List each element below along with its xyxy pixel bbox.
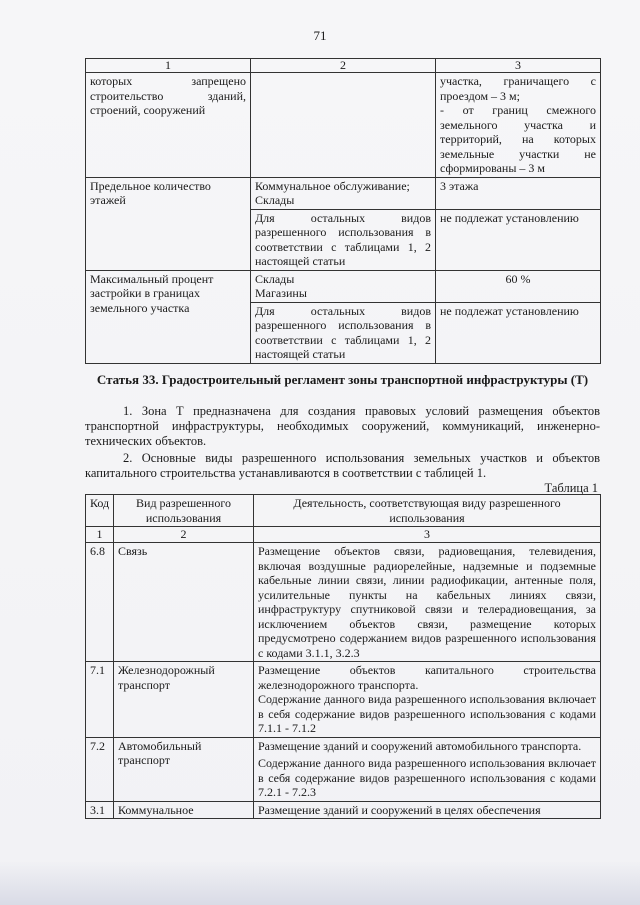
table-cell: Железнодорожный транспорт [114,662,254,738]
land-use-table [85,494,601,819]
table-caption: Таблица 1 [544,481,598,495]
table-cell [251,73,436,178]
table-cell: 60 % [436,270,601,302]
table-cell: 2 [114,527,254,543]
cell-line: Содержание данного вида разрешенного использования включает в себя содержание видов разрешенного использования с кодами 7.1.1 - 7.1.2 [258,692,596,735]
table-cell: 3.1 [86,801,114,819]
table-cell: Предельное количество этажей [86,177,251,270]
table-header-cell: Деятельность, соответствующая виду разрешенного использования [254,495,601,527]
table-cell: Связь [114,543,254,662]
table-row [86,801,601,819]
table-cell: Размещение объектов связи, радиовещания, телевидения, включая воздушные радиорелейные, надземные и подземные кабельные линии связи, линии радиофикации, антенные поля, усилительные пункты на кабельных линиях связи, инфраструктуру спутниковой связи и телерадиовещания, за исключением объектов связи, размещение которых предусмотрено содержанием видов разрешенного использования с кодами 3.1.1, 3.2.3 [254,543,601,662]
table-header-cell: 2 [251,59,436,73]
table-row [86,177,601,209]
cell-line: Размещение зданий и сооружений автомобильного транспорта. [258,738,582,753]
table-header-cell: 1 [86,59,251,73]
table-cell: 3 [254,527,601,543]
table-cell: Для остальных видов разрешенного использования в соответствии с таблицами 1, 2 настоящей статьи [251,209,436,270]
table-row [86,737,601,801]
table-row [86,73,601,178]
article-heading: Статья 33. Градостроительный регламент зоны транспортной инфраструктуры (Т) [96,372,589,387]
table-cell: 7.2 [86,737,114,801]
table-numbering-row [86,527,601,543]
table-cell: не подлежат установлению [436,209,601,270]
table-cell [254,662,601,738]
cell-line: - от границ смежного земельного участка и территорий, на которых земельные участки не сформированы – 3 м [440,103,596,175]
table-cell: Максимальный процент застройки в границах земельного участка [86,270,251,363]
table-cell: которых запрещено строительство зданий, строений, сооружений [86,73,251,178]
cell-line: Магазины [255,286,307,300]
paragraph: 1. Зона Т предназначена для создания правовых условий размещения объектов транспортной инфраструктуры, необходимых сооружений, коммуникаций, инженерно-технических объектов. [85,404,600,448]
table-cell: Для остальных видов разрешенного использования в соответствии с таблицами 1, 2 настоящей статьи [251,302,436,363]
table-cell: 7.1 [86,662,114,738]
table-cell: Коммунальное обслуживание; Склады [251,177,436,209]
table-row [86,543,601,662]
paragraph: 2. Основные виды разрешенного использования земельных участков и объектов капитального строительства устанавливаются в соответствии с таблицей 1. [85,451,600,480]
page-number: 71 [313,28,327,43]
table-cell: Автомобильный транспорт [114,737,254,801]
regulation-parameters-table [85,58,601,364]
table-header-row [86,59,601,73]
table-header-row [86,495,601,527]
table-row [86,662,601,738]
table-cell: 6.8 [86,543,114,662]
table-header-cell: Вид разрешенного использования [114,495,254,527]
table-cell: Размещение зданий и сооружений в целях обеспечения [254,801,601,819]
table-cell: 3 этажа [436,177,601,209]
table-cell [436,73,601,178]
table-cell: Коммунальное [114,801,254,819]
cell-line: Склады [255,271,295,286]
cell-line: участка, граничащего с проездом – 3 м; [440,74,596,103]
table-cell [251,270,436,302]
cell-line: Размещение объектов капитального строительства железнодорожного транспорта. [258,663,596,692]
table-header-cell: 3 [436,59,601,73]
table-cell: 1 [86,527,114,543]
scan-edge-shadow [0,860,640,905]
table-cell [254,737,601,801]
cell-line: Содержание данного вида разрешенного использования включает в себя содержание видов разрешенного использования с кодами 7.2.1 - 7.2.3 [258,756,596,799]
table-cell: не подлежат установлению [436,302,601,363]
table-row [86,270,601,302]
table-header-cell: Код [86,495,114,527]
